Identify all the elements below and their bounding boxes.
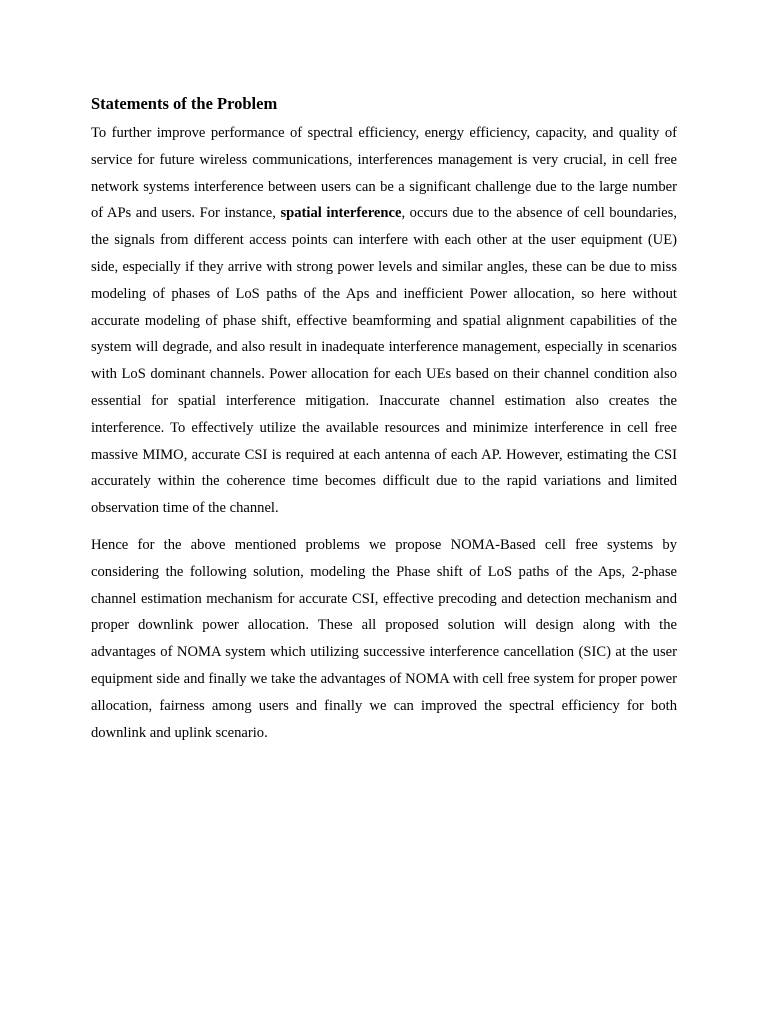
paragraph-proposed-solution: Hence for the above mentioned problems we propose NOMA-Based cell free systems by considering the following solution, modeling the Phase shift of LoS paths of the Aps, 2-phase channel estimation mechanism for accurate CSI, effective precoding and detection mechanism and proper downlink power allocation. These all proposed solution will design along with the advantages of NOMA system which utilizing successive interference cancellation (SIC) at the user equipment side and finally we take the advantages of NOMA with cell free system for proper power allocation, fairness among users and finally we can improved the spectral efficiency for both downlink and uplink scenario. (91, 536, 677, 741)
document-page (91, 94, 677, 746)
paragraph-text-continuation: , occurs due to the absence of cell boundaries, the signals from different access points can interfere with each other at the user equipment (UE) side, especially if they arrive with strong power levels and similar angles, these can be due to miss modeling of phases of LoS paths of the Aps and inefficient Power allocation, so here without accurate modeling of phase shift, effective beamforming and spatial alignment capabilities of the system will degrade, and also result in inadequate interference management, especially in scenarios with LoS dominant channels. Power allocation for each UEs based on their channel condition also essential for spatial interference mitigation. Inaccurate channel estimation also creates the interference. To effectively utilize the available resources and minimize interference in cell free massive MIMO, accurate CSI is required at each antenna of each AP. However, estimating the CSI accurately within the coherence time becomes difficult due to the rapid variations and limited observation time of the channel. (91, 205, 677, 517)
paragraph-problem-description (91, 120, 677, 522)
paragraph-text-intro: To further improve performance of spectral efficiency, energy efficiency, capacity, and quality of service for future wireless communications, interferences management is very crucial, in cell free network systems interference between users can be a significant challenge due to the large number of APs and users. For instance, (91, 125, 677, 222)
bold-term-spatial-interference: spatial interference (280, 205, 402, 222)
section-heading: Statements of the Problem (91, 94, 278, 113)
